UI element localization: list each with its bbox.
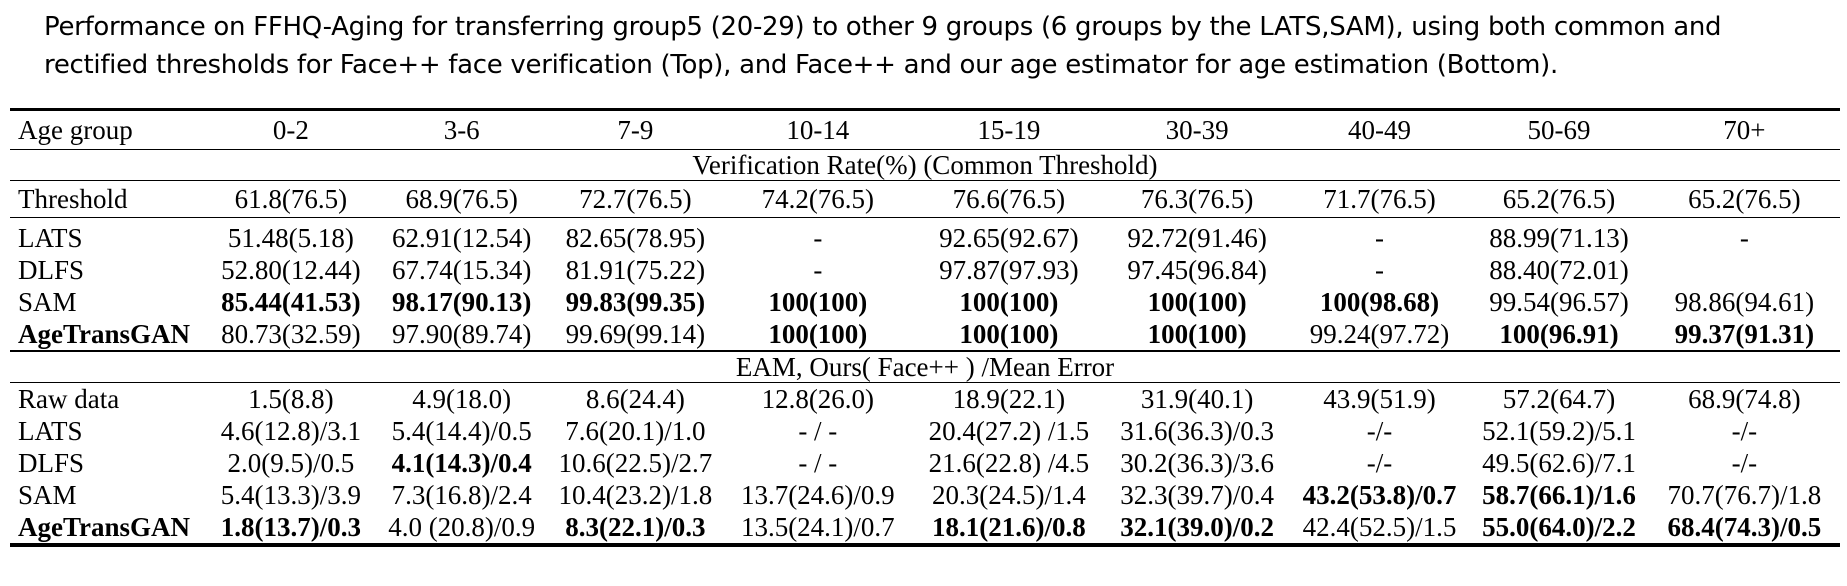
- verification-cell: 99.69(99.14): [565, 319, 706, 349]
- age-estimation-cell: 7.3(16.8)/2.4: [391, 480, 532, 510]
- age-estimation-cell: 20.4(27.2) /1.5: [928, 416, 1090, 446]
- age-estimation-cell: 30.2(36.3)/3.6: [1120, 448, 1274, 478]
- header-row: [10, 110, 1840, 150]
- age-estimation-row: [10, 383, 1840, 416]
- verification-cell: 100(100): [1147, 319, 1247, 349]
- threshold-cell: 65.2(76.5): [1649, 181, 1840, 218]
- age-estimation-cell: 32.1(39.0)/0.2: [1104, 511, 1289, 545]
- verification-cell: 97.45(96.84): [1127, 255, 1267, 285]
- age-estimation-cell: 5.4(14.4)/0.5: [391, 416, 532, 446]
- age-estimation-cell: 13.7(24.6)/0.9: [740, 480, 895, 510]
- section-age-title-row: [10, 351, 1840, 383]
- verification-cell: 92.72(91.46): [1104, 218, 1289, 255]
- verification-cell: 99.54(96.57): [1489, 287, 1629, 317]
- age-estimation-cell: 2.0(9.5)/0.5: [227, 448, 355, 478]
- verification-cell: -: [813, 255, 823, 285]
- verification-row: [10, 218, 1840, 255]
- age-estimation-cell: 4.0 (20.8)/0.9: [375, 511, 549, 545]
- verification-row: [10, 286, 1840, 318]
- verification-cell: 98.17(90.13): [391, 287, 532, 317]
- age-estimation-cell: 31.9(40.1): [1104, 383, 1289, 416]
- verification-row: [10, 254, 1840, 286]
- age-estimation-row: [10, 447, 1840, 479]
- table-caption: [44, 8, 1834, 84]
- verification-label: DLFS: [18, 255, 85, 285]
- age-estimation-row: [10, 415, 1840, 447]
- column-header-cell: 40-49: [1290, 110, 1470, 150]
- age-estimation-cell: 18.1(21.6)/0.8: [913, 511, 1104, 545]
- section-age-title: EAM, Ours( Face++ ) /Mean Error: [10, 351, 1840, 383]
- verification-cell: 100(100): [768, 287, 868, 317]
- verification-cell: 85.44(41.53): [221, 287, 361, 317]
- age-estimation-cell: 52.1(59.2)/5.1: [1482, 416, 1636, 446]
- age-estimation-cell: 68.4(74.3)/0.5: [1649, 511, 1840, 545]
- verification-cell: 67.74(15.34): [391, 255, 532, 285]
- column-header-cell: 15-19: [913, 110, 1104, 150]
- column-header-cell: 7-9: [549, 110, 723, 150]
- column-header-cell: 10-14: [722, 110, 913, 150]
- age-estimation-cell: 4.9(18.0): [375, 383, 549, 416]
- age-estimation-row: [10, 479, 1840, 511]
- verification-cell: 81.91(75.22): [565, 255, 706, 285]
- threshold-label: Threshold: [10, 181, 207, 218]
- caption-line-2: rectified thresholds for Face++ face verification (Top), and Face++ and our age estimator for age estimation (Bottom).: [44, 50, 1558, 80]
- verification-cell: 52.80(12.44): [221, 255, 361, 285]
- age-estimation-cell: 8.6(24.4): [549, 383, 723, 416]
- age-estimation-cell: 57.2(64.7): [1469, 383, 1649, 416]
- verification-cell: 100(100): [959, 319, 1059, 349]
- verification-cell: 100(100): [768, 319, 868, 349]
- age-estimation-cell: 31.6(36.3)/0.3: [1120, 416, 1274, 446]
- column-header-cell: 30-39: [1104, 110, 1289, 150]
- verification-cell: 99.83(99.35): [565, 287, 706, 317]
- age-estimation-cell: 68.9(74.8): [1649, 383, 1840, 416]
- threshold-cell: 68.9(76.5): [375, 181, 549, 218]
- age-estimation-cell: 12.8(26.0): [722, 383, 913, 416]
- verification-cell: 99.24(97.72): [1309, 319, 1450, 349]
- age-estimation-cell: 49.5(62.6)/7.1: [1482, 448, 1636, 478]
- threshold-cell: 74.2(76.5): [722, 181, 913, 218]
- age-estimation-cell: 13.5(24.1)/0.7: [722, 511, 913, 545]
- age-estimation-cell: 18.9(22.1): [913, 383, 1104, 416]
- verification-cell: -: [1375, 255, 1385, 285]
- age-estimation-cell: 43.2(53.8)/0.7: [1302, 480, 1457, 510]
- column-header-cell: 70+: [1649, 110, 1840, 150]
- age-estimation-cell: 55.0(64.0)/2.2: [1469, 511, 1649, 545]
- verification-row: [10, 318, 1840, 351]
- verification-label: SAM: [18, 287, 77, 317]
- age-estimation-cell: 4.1(14.3)/0.4: [391, 448, 532, 478]
- age-estimation-cell: 43.9(51.9): [1290, 383, 1470, 416]
- threshold-cell: 72.7(76.5): [549, 181, 723, 218]
- results-table: [10, 108, 1840, 547]
- verification-cell: 100(100): [959, 287, 1059, 317]
- age-estimation-cell: 70.7(76.7)/1.8: [1667, 480, 1822, 510]
- age-estimation-cell: 1.5(8.8): [207, 383, 375, 416]
- age-estimation-cell: 4.6(12.8)/3.1: [220, 416, 361, 446]
- age-estimation-cell: 1.8(13.7)/0.3: [207, 511, 375, 545]
- threshold-row: [10, 181, 1840, 218]
- results-table-wrapper: [10, 108, 1840, 547]
- verification-cell: 92.65(92.67): [913, 218, 1104, 255]
- threshold-cell: 71.7(76.5): [1290, 181, 1470, 218]
- age-estimation-cell: 8.3(22.1)/0.3: [549, 511, 723, 545]
- age-estimation-cell: -/-: [1731, 448, 1758, 478]
- verification-cell: 100(96.91): [1499, 319, 1619, 349]
- threshold-cell: 65.2(76.5): [1469, 181, 1649, 218]
- section-verification-title: Verification Rate(%) (Common Threshold): [10, 150, 1840, 181]
- verification-cell: [1649, 254, 1840, 286]
- verification-cell: 100(100): [1147, 287, 1247, 317]
- age-estimation-cell: - / -: [798, 416, 838, 446]
- age-estimation-cell: -/-: [1366, 448, 1393, 478]
- verification-cell: 98.86(94.61): [1674, 287, 1815, 317]
- verification-cell: 97.90(89.74): [391, 319, 532, 349]
- age-estimation-label: LATS: [18, 416, 83, 446]
- verification-cell: -: [1290, 218, 1470, 255]
- verification-cell: -: [1649, 218, 1840, 255]
- column-header-cell: 3-6: [375, 110, 549, 150]
- verification-cell: 82.65(78.95): [549, 218, 723, 255]
- age-estimation-cell: 7.6(20.1)/1.0: [565, 416, 706, 446]
- verification-cell: 88.99(71.13): [1469, 218, 1649, 255]
- age-estimation-label: SAM: [18, 480, 77, 510]
- verification-label: AgeTransGAN: [18, 319, 190, 349]
- age-estimation-cell: 10.6(22.5)/2.7: [558, 448, 713, 478]
- column-header-cell: 0-2: [207, 110, 375, 150]
- age-estimation-cell: - / -: [798, 448, 838, 478]
- column-header-label: Age group: [10, 110, 207, 150]
- age-estimation-label: AgeTransGAN: [10, 511, 207, 545]
- age-estimation-label: DLFS: [18, 448, 85, 478]
- threshold-cell: 76.3(76.5): [1104, 181, 1289, 218]
- threshold-cell: 76.6(76.5): [913, 181, 1104, 218]
- verification-label: LATS: [10, 218, 207, 255]
- age-estimation-cell: 5.4(13.3)/3.9: [220, 480, 361, 510]
- verification-cell: 62.91(12.54): [375, 218, 549, 255]
- verification-cell: 97.87(97.93): [939, 255, 1079, 285]
- verification-cell: 80.73(32.59): [221, 319, 361, 349]
- verification-cell: -: [722, 218, 913, 255]
- verification-cell: 51.48(5.18): [207, 218, 375, 255]
- age-estimation-cell: -/-: [1366, 416, 1393, 446]
- threshold-cell: 61.8(76.5): [207, 181, 375, 218]
- age-estimation-label: Raw data: [10, 383, 207, 416]
- verification-cell: 88.40(72.01): [1489, 255, 1629, 285]
- verification-cell: 99.37(91.31): [1674, 319, 1815, 349]
- age-estimation-cell: 58.7(66.1)/1.6: [1482, 480, 1636, 510]
- column-header-cell: 50-69: [1469, 110, 1649, 150]
- age-estimation-row: [10, 511, 1840, 545]
- age-estimation-cell: 20.3(24.5)/1.4: [932, 480, 1086, 510]
- caption-line-1: Performance on FFHQ-Aging for transferring group5 (20-29) to other 9 groups (6 groups by the LATS,SAM), using both common and: [44, 12, 1722, 42]
- age-estimation-cell: 21.6(22.8) /4.5: [928, 448, 1090, 478]
- age-estimation-cell: 32.3(39.7)/0.4: [1120, 480, 1274, 510]
- age-estimation-cell: 10.4(23.2)/1.8: [558, 480, 713, 510]
- age-estimation-cell: -/-: [1731, 416, 1758, 446]
- age-estimation-cell: 42.4(52.5)/1.5: [1290, 511, 1470, 545]
- section-verification-title-row: [10, 150, 1840, 181]
- verification-cell: 100(98.68): [1319, 287, 1440, 317]
